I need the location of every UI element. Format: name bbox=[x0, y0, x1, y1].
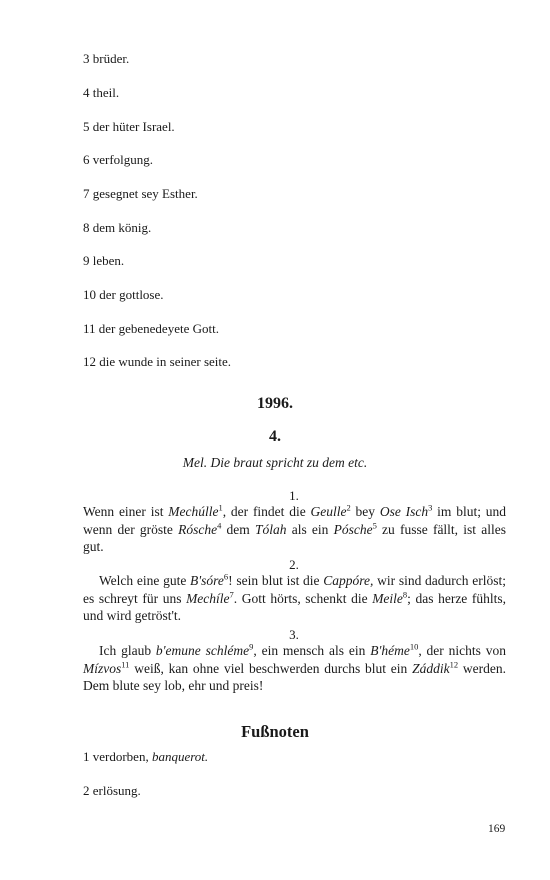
melody-line: Mel. Die braut spricht zu dem etc. bbox=[182, 455, 368, 470]
verse-text: Wenn einer ist Mechúlle$^1$, der findet die Geulle$^2$ bey Ose Isch$^3$ im blut; und wenn der gröste Rósche$^4$ dem Tólah als ein Pósche$^5$ zu fusse fällt, ist alles gut. bbox=[83, 502, 506, 554]
footnote-line: 1 verdorben, banquerot. bbox=[83, 749, 209, 764]
footnote-line: 2 erlösung. bbox=[83, 783, 141, 798]
footnote-line: 7 gesegnet sey Esther. bbox=[83, 186, 198, 201]
footnote-line: 4 theil. bbox=[83, 85, 120, 100]
verse-number: 2. bbox=[289, 557, 299, 572]
footnote-line: 8 dem könig. bbox=[83, 220, 152, 235]
footnote-line: 6 verfolgung. bbox=[83, 152, 154, 167]
song-number-heading: 4. bbox=[269, 428, 281, 445]
verse-number: 3. bbox=[289, 627, 299, 642]
verse-text: Welch eine gute B'sóre$^6$! sein blut ist die Cappóre, wir sind dadurch erlöst; es schreyt für uns Mechíle$^7$. Gott hörts, schenkt die Meile$^8$; das herze fühlts, und wird getröst't. bbox=[83, 571, 507, 623]
footnotes-heading: Fußnoten bbox=[241, 722, 309, 741]
footnote-line: 3 brüder. bbox=[83, 51, 130, 66]
footnote-line: 9 leben. bbox=[83, 253, 125, 268]
footnote-line: 10 der gottlose. bbox=[83, 287, 164, 302]
verse-number: 1. bbox=[289, 488, 299, 503]
verse-text: Ich glaub b'emune schléme$^9$, ein mensch als ein B'héme$^{10}$, der nichts von Mízvos$^{11}$ weiß, kan ohne viel beschwerden durchs blut ein Záddik$^{12}$ werden. Dem blute sey lob, ehr und preis! bbox=[83, 641, 507, 693]
year-heading: 1996. bbox=[257, 395, 293, 412]
footnote-line: 11 der gebenedeyete Gott. bbox=[83, 321, 219, 336]
page-number: 169 bbox=[488, 823, 506, 835]
footnote-line: 12 die wunde in seiner seite. bbox=[83, 354, 232, 369]
footnote-line: 5 der hüter Israel. bbox=[83, 119, 175, 134]
